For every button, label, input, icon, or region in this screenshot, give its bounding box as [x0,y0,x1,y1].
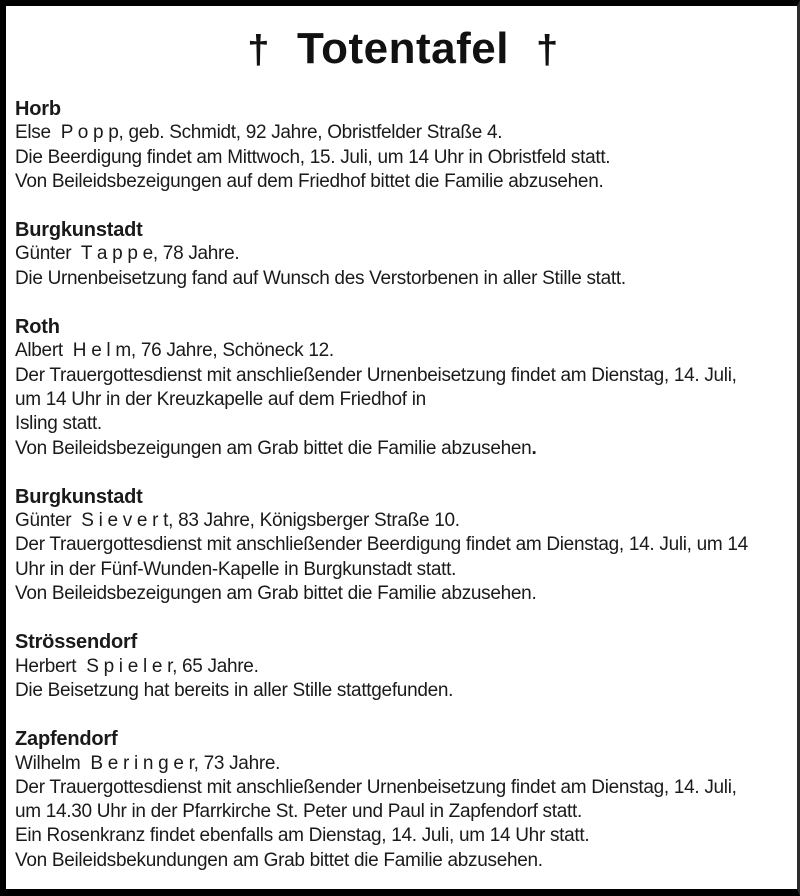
notice-line-text: Else P o p p, geb. Schmidt, 92 Jahre, Obristfelder Straße 4. [15,122,503,144]
cross-right-icon: † [535,28,559,72]
section-roth [15,315,791,461]
notice-line [15,121,791,145]
notice-line [15,509,791,533]
notice-line [15,752,791,776]
notice-line [15,267,791,291]
notice-line-text: um 14 Uhr in der Kreuzkapelle auf dem Friedhof in [15,388,426,410]
page-title-text: Totentafel [297,24,509,73]
notice-line [15,679,791,703]
notice-line [15,776,791,800]
notice-line-text: Der Trauergottesdienst mit anschließender Urnenbeisetzung findet am Dienstag, 14. Juli, [15,776,737,798]
notice-line [15,170,791,194]
notice-line-text: Die Urnenbeisetzung fand auf Wunsch des Verstorbenen in aller Stille statt. [15,267,626,289]
notice-line [15,242,791,266]
notice-line [15,849,791,873]
section-zapfendorf [15,727,791,873]
notice-line-text: Günter S i e v e r t, 83 Jahre, Königsberger Straße 10. [15,510,460,532]
notice-line-text: Von Beileidsbezeigungen am Grab bittet die Familie abzusehen. [15,583,537,605]
notice-line-text: Von Beileidsbezeigungen auf dem Friedhof bittet die Familie abzusehen. [15,170,604,192]
notice-line-text: Uhr in der Fünf-Wunden-Kapelle in Burgkunstadt statt. [15,558,457,580]
notice-line-text: Von Beileidsbezeigungen am Grab bittet die Familie abzusehen [15,437,532,459]
section-heading: Burgkunstadt [15,485,143,508]
notice-line-text: Albert H e l m, 76 Jahre, Schöneck 12. [15,340,334,362]
notice-line-text: Von Beileidsbekundungen am Grab bittet die Familie abzusehen. [15,849,543,871]
page-title [15,24,791,75]
section-horb [15,97,791,194]
section-stroessendorf [15,630,791,703]
notice-line-text: Die Beisetzung hat bereits in aller Stille stattgefunden. [15,679,454,701]
notice-line [15,339,791,363]
notice-line-text: um 14.30 Uhr in der Pfarrkirche St. Peter und Paul in Zapfendorf statt. [15,801,582,823]
section-burgkunstadt-2 [15,485,791,606]
section-burgkunstadt-1 [15,218,791,291]
notice-line-text: Herbert S p i e l e r, 65 Jahre. [15,655,259,677]
notice-line [15,437,791,461]
section-heading: Burgkunstadt [15,219,143,242]
notice-line-text: Ein Rosenkranz findet ebenfalls am Dienstag, 14. Juli, um 14 Uhr statt. [15,825,590,847]
notice-line-bold-suffix: . [531,437,537,459]
notice-line [15,412,791,436]
section-heading: Zapfendorf [15,728,118,751]
section-heading: Horb [15,98,61,120]
notice-line-text: Isling statt. [15,413,102,435]
notice-line-text: Die Beerdigung findet am Mittwoch, 15. Juli, um 14 Uhr in Obristfeld statt. [15,146,611,168]
notice-line-text: Der Trauergottesdienst mit anschließender Beerdigung findet am Dienstag, 14. Juli, um 14 [15,534,748,556]
notice-line [15,388,791,412]
section-heading: Roth [15,316,60,339]
section-heading: Strössendorf [15,631,138,654]
notice-line [15,655,791,679]
notice-line [15,558,791,582]
notice-line [15,533,791,557]
notice-line [15,364,791,388]
notice-line [15,800,791,824]
cross-left-icon: † [247,28,271,72]
notice-line-text: Der Trauergottesdienst mit anschließender Urnenbeisetzung findet am Dienstag, 14. Juli, [15,364,737,386]
notice-line [15,582,791,606]
notice-line-text: Günter T a p p e, 78 Jahre. [15,243,240,265]
notice-line-text: Wilhelm B e r i n g e r, 73 Jahre. [15,752,281,774]
notice-line [15,824,791,848]
notice-line [15,146,791,170]
